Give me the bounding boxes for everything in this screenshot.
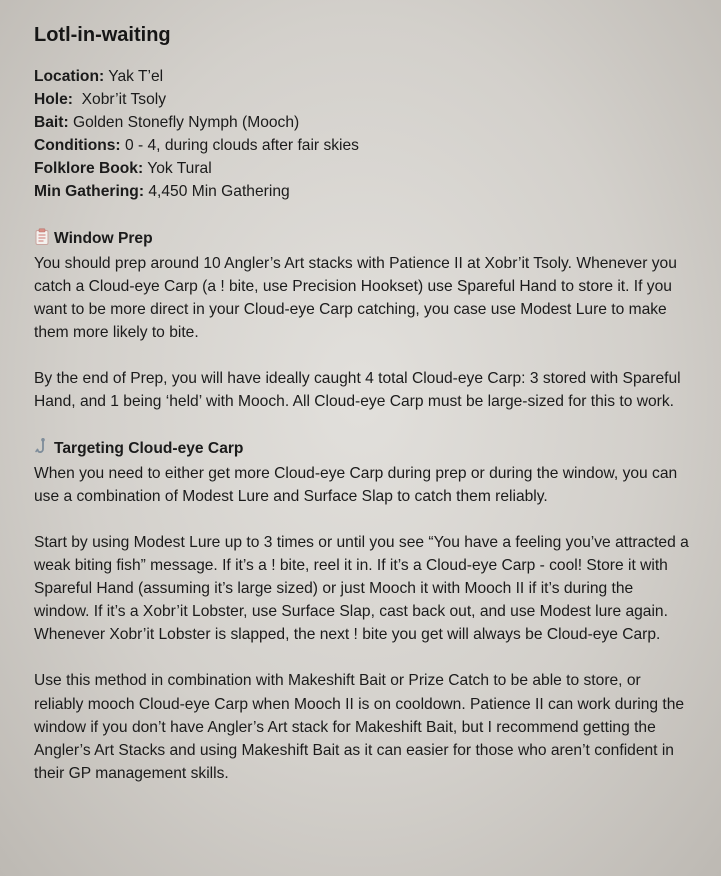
spacer <box>34 204 691 227</box>
spacer <box>34 508 691 531</box>
info-min-gathering <box>34 180 691 203</box>
targeting-paragraph-3: Use this method in combination with Makeshift Bait or Prize Catch to be able to store, or reliably mooch Cloud-eye Carp when Mooch II is on cooldown. Patience II can work during the window if you don’t have Angler’s Art stack for Makeshift Bait, but I recommend getting the Angler’s Art Stacks and using Makeshift Bait as it can easier for those who aren’t confident in their GP management skills. <box>34 672 685 782</box>
page-title: Lotl-in-waiting <box>34 24 171 46</box>
location-label: Location: <box>34 68 105 85</box>
info-hole <box>34 88 691 111</box>
targeting-heading-text: Targeting Cloud-eye Carp <box>54 439 244 457</box>
folklore-label: Folklore Book: <box>34 160 144 178</box>
conditions-value: 0 - 4, during clouds after fair skies <box>120 137 359 155</box>
info-folklore <box>34 157 691 180</box>
info-block <box>34 65 691 204</box>
spacer <box>34 413 691 436</box>
hole-label: Hole: <box>34 91 73 109</box>
bait-value: Golden Stonefly Nymph (Mooch) <box>68 114 300 132</box>
spacer <box>34 344 691 367</box>
fishing-hook-icon <box>34 438 50 462</box>
bait-label: Bait: <box>34 114 69 132</box>
targeting-paragraph-2: Start by using Modest Lure up to 3 times or until you see “You have a feeling you’ve attracted a weak biting fish” message. If it’s a ! bite, reel it in. If it’s a Cloud-eye Carp - cool! Store it with Spareful Hand (assuming it’s large sized) or just Mooch it with Mooch II if it’s during the window. If it’s a Xobr’it Lobster, use Surface Slap, cast back out, and use Modest lure again. Whenever Xobr’it Lobster is slapped, the next ! bite you get will always be Cloud-eye Carp. <box>34 533 689 644</box>
info-bait <box>34 111 691 134</box>
clipboard-icon <box>34 228 50 252</box>
info-conditions <box>34 134 691 157</box>
conditions-label: Conditions: <box>34 137 121 155</box>
spacer <box>34 646 691 669</box>
folklore-value: Yok Tural <box>143 160 212 178</box>
window-prep-paragraph-2: By the end of Prep, you will have ideally caught 4 total Cloud-eye Carp: 3 stored with Spareful Hand, and 1 being ‘held’ with Mooch. All Cloud-eye Carp must be large-sized for this to work. <box>34 370 681 411</box>
window-prep-heading-text: Window Prep <box>54 229 153 247</box>
targeting-paragraph-1: When you need to either get more Cloud-eye Carp during prep or during the window, you can use a combination of Modest Lure and Surface Slap to catch them reliably. <box>34 464 678 505</box>
hole-value: Xobr’it Tsoly <box>72 91 167 109</box>
location-value: Yak T’el <box>104 68 164 85</box>
window-prep-paragraph-1: You should prep around 10 Angler’s Art stacks with Patience II at Xobr’it Tsoly. Whenever you catch a Cloud-eye Carp (a ! bite, use Precision Hookset) use Spareful Hand to store it. If you want to be more direct in your Cloud-eye Carp catching, you case use Modest Lure to make them more likely to bite. <box>34 254 677 342</box>
targeting-heading <box>34 437 691 462</box>
min-gathering-value: 4,450 Min Gathering <box>144 183 290 201</box>
min-gathering-label: Min Gathering: <box>34 183 145 201</box>
info-location <box>34 65 691 88</box>
window-prep-heading <box>34 227 691 252</box>
